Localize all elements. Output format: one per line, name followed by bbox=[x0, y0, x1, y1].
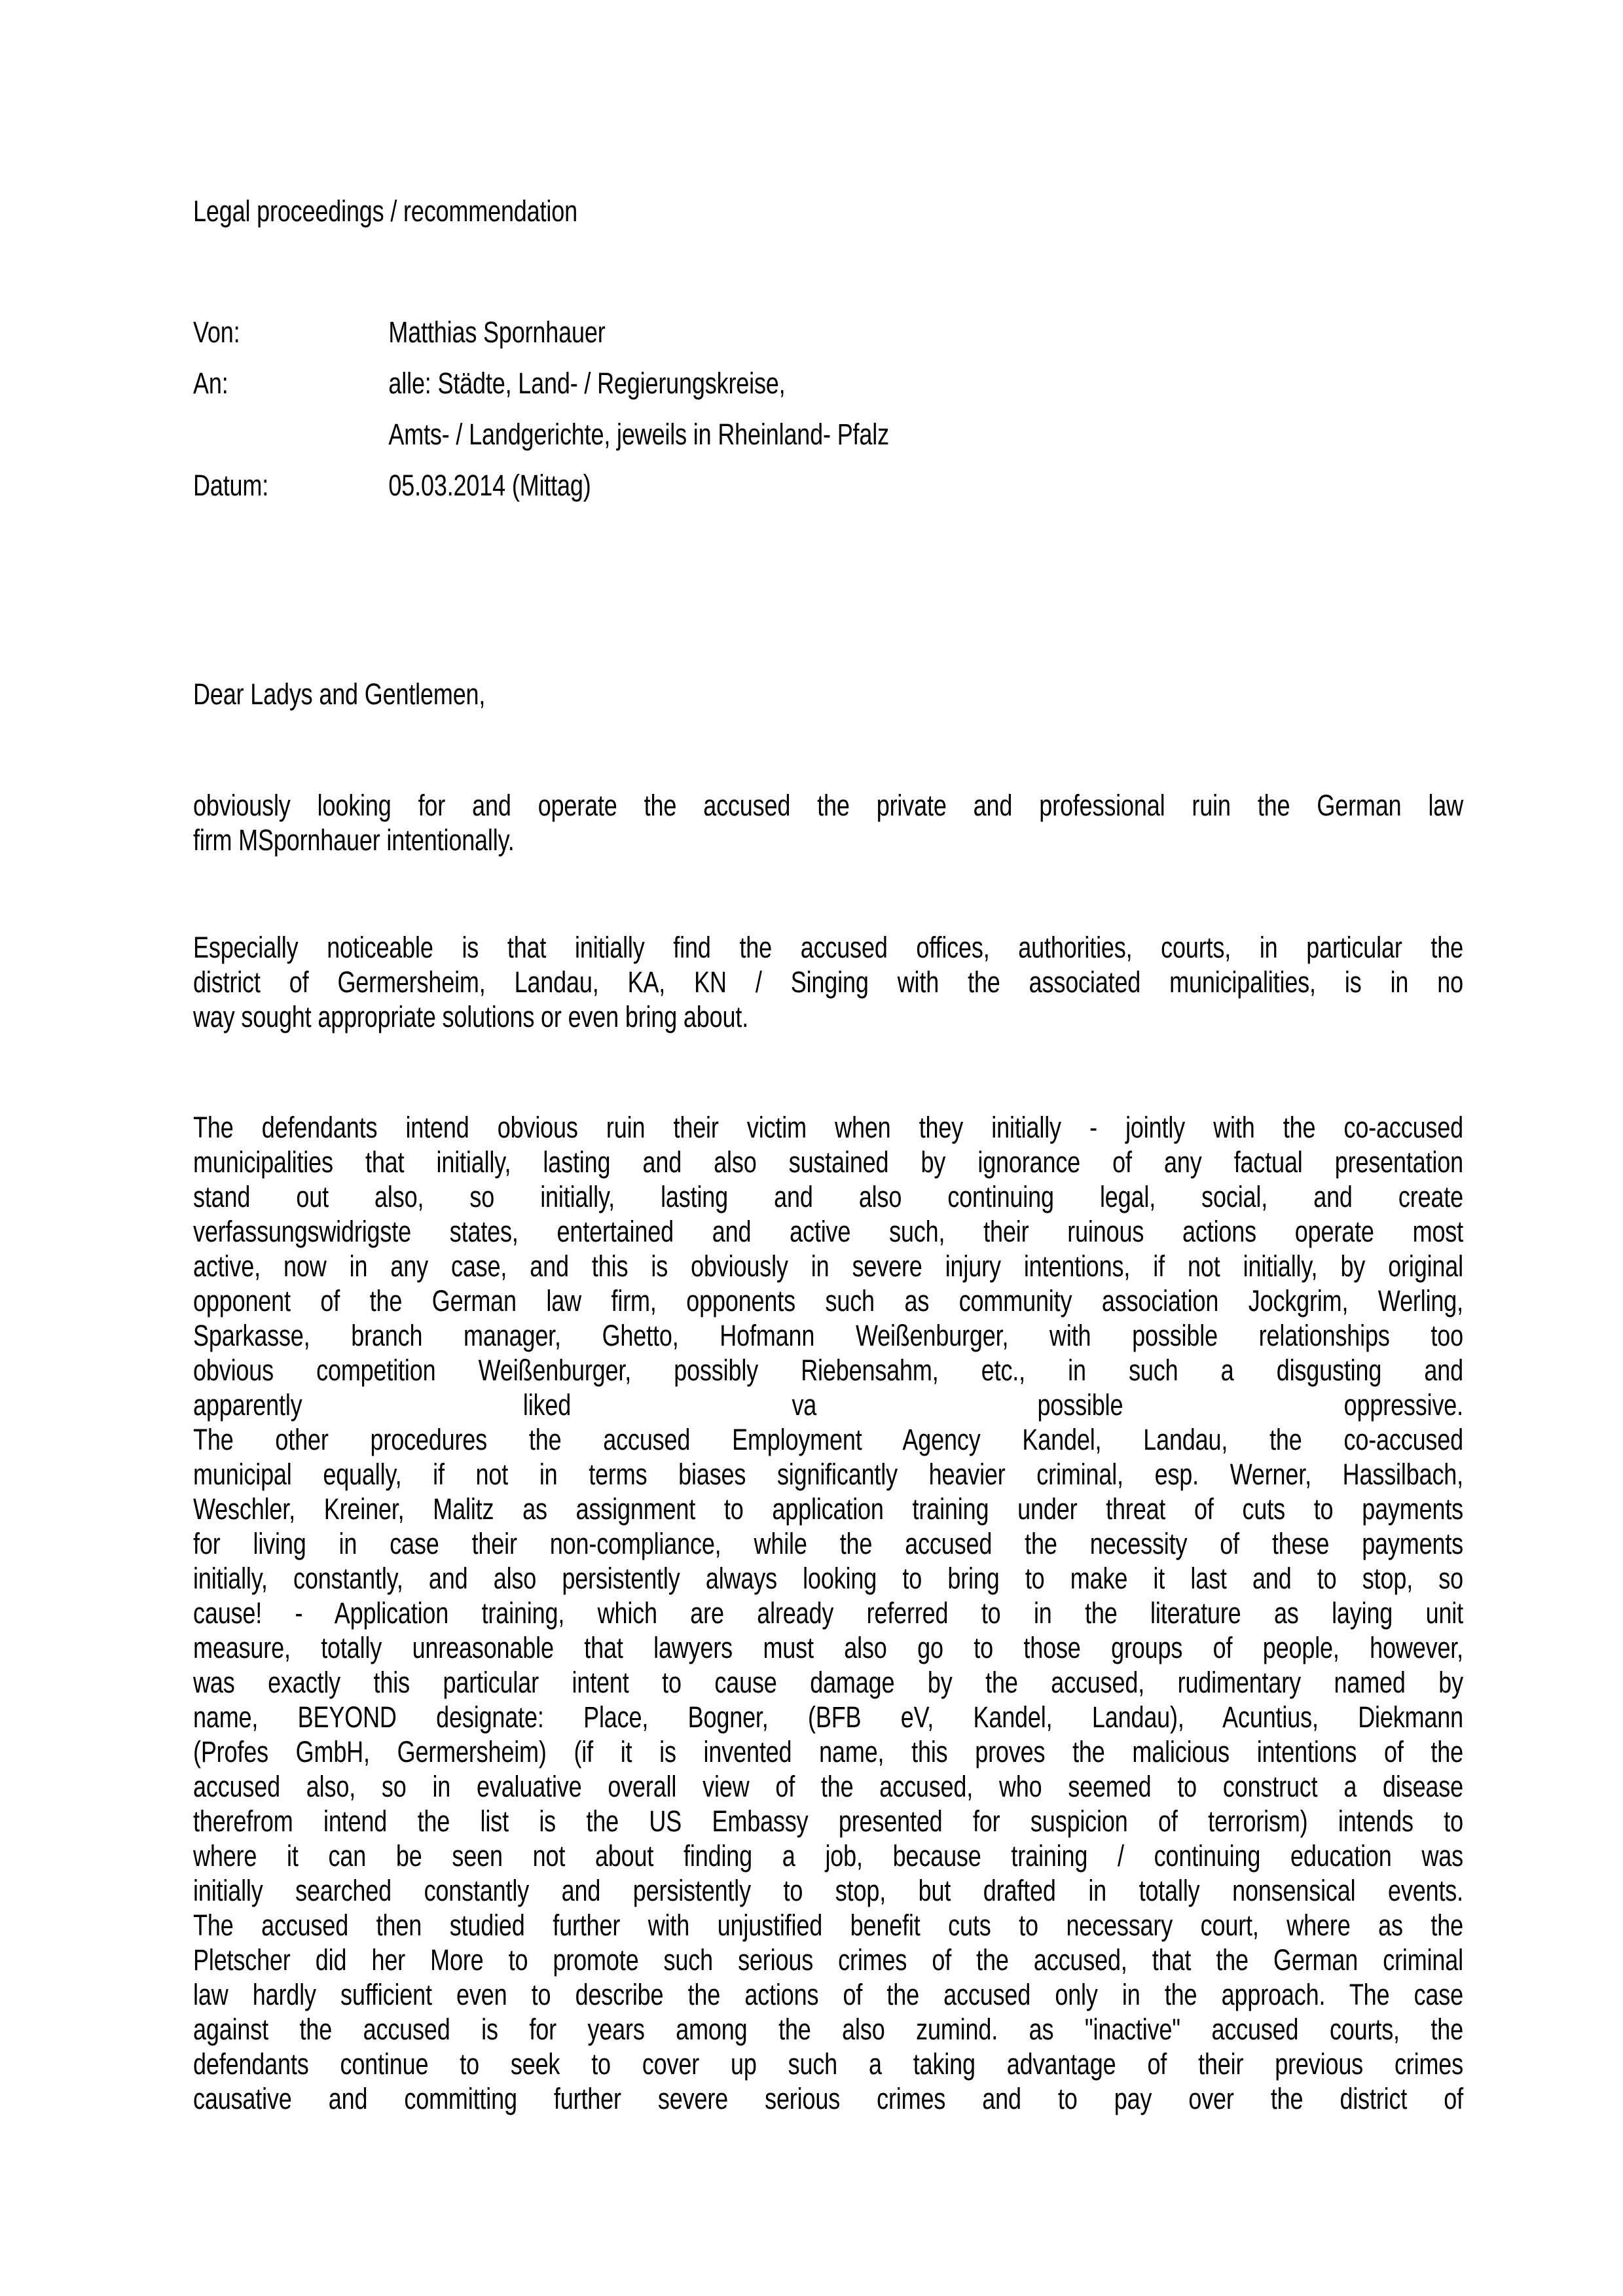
page-title: Legal proceedings / recommendation bbox=[193, 194, 577, 228]
paragraph-line: for living in case their non-compliance, while the accused the necessity of these payments bbox=[193, 1527, 1463, 1560]
paragraph-line: active, now in any case, and this is obviously in severe injury intentions, if not initially, by original bbox=[193, 1249, 1463, 1283]
meta-block bbox=[193, 315, 1463, 503]
paragraph-line: accused also, so in evaluative overall view of the accused, who seemed to construct a disease bbox=[193, 1770, 1463, 1803]
paragraph-line: district of Germersheim, Landau, KA, KN / Singing with the associated municipalities, is in no bbox=[193, 965, 1463, 999]
paragraph-line: obviously looking for and operate the accused the private and professional ruin the German law bbox=[193, 789, 1463, 822]
paragraph-line: The defendants intend obvious ruin their victim when they initially - jointly with the co-accused bbox=[193, 1111, 1463, 1144]
paragraph-line: Especially noticeable is that initially find the accused offices, authorities, courts, in particular the bbox=[193, 931, 1463, 964]
paragraph-line: cause! - Application training, which are already referred to in the literature as laying unit bbox=[193, 1596, 1463, 1630]
paragraph-line: way sought appropriate solutions or even bring about. bbox=[193, 1000, 749, 1033]
meta-label-von: Von: bbox=[193, 315, 240, 349]
meta-value-an-continued: Amts- / Landgerichte, jeweils in Rheinland- Pfalz bbox=[388, 418, 889, 451]
paragraph-line: apparently liked va possible oppressive. bbox=[193, 1388, 1463, 1422]
paragraph-line: was exactly this particular intent to cause damage by the accused, rudimentary named by bbox=[193, 1666, 1463, 1699]
meta-row-von bbox=[193, 315, 1463, 350]
paragraph-line: The accused then studied further with unjustified benefit cuts to necessary court, where as the bbox=[193, 1909, 1463, 1942]
paragraph-line: opponent of the German law firm, opponents such as community association Jockgrim, Werling, bbox=[193, 1284, 1463, 1318]
meta-value-an: alle: Städte, Land- / Regierungskreise, bbox=[388, 367, 786, 400]
paragraph-line: where it can be seen not about finding a job, because training / continuing education was bbox=[193, 1839, 1463, 1873]
paragraph-line: initially searched constantly and persistently to stop, but drafted in totally nonsensical events. bbox=[193, 1874, 1463, 1907]
paragraph-line: defendants continue to seek to cover up such a taking advantage of their previous crimes bbox=[193, 2047, 1463, 2081]
meta-value-datum: 05.03.2014 (Mittag) bbox=[388, 469, 591, 502]
document-content bbox=[193, 194, 1463, 2116]
paragraph-line: municipalities that initially, lasting and also sustained by ignorance of any factual presentation bbox=[193, 1145, 1463, 1179]
paragraph-line: therefrom intend the list is the US Embassy presented for suspicion of terrorism) intends to bbox=[193, 1804, 1463, 1838]
paragraph-line: municipal equally, if not in terms biases significantly heavier criminal, esp. Werner, Hassilbach, bbox=[193, 1458, 1463, 1491]
paragraph bbox=[193, 930, 1463, 1034]
paragraph-line: law hardly sufficient even to describe the actions of the accused only in the approach. The case bbox=[193, 1978, 1463, 2011]
meta-value-von: Matthias Spornhauer bbox=[388, 315, 606, 349]
paragraph-line: Pletscher did her More to promote such serious crimes of the accused, that the German criminal bbox=[193, 1943, 1463, 1977]
meta-label-an: An: bbox=[193, 367, 228, 400]
meta-row-an-continued bbox=[193, 417, 1463, 452]
greeting: Dear Ladys and Gentlemen, bbox=[193, 677, 486, 711]
paragraph-line: stand out also, so initially, lasting and also continuing legal, social, and create bbox=[193, 1180, 1463, 1213]
paragraph-line: (Profes GmbH, Germersheim) (if it is invented name, this proves the malicious intentions of the bbox=[193, 1735, 1463, 1768]
paragraph-line: firm MSpornhauer intentionally. bbox=[193, 823, 515, 857]
paragraph-line: causative and committing further severe serious crimes and to pay over the district of bbox=[193, 2082, 1463, 2115]
meta-row-datum bbox=[193, 468, 1463, 503]
paragraph-line: obvious competition Weißenburger, possibly Riebensahm, etc., in such a disgusting and bbox=[193, 1354, 1463, 1387]
paragraph-line: against the accused is for years among the also zumind. as "inactive" accused courts, the bbox=[193, 2013, 1463, 2046]
paragraph-line: The other procedures the accused Employment Agency Kandel, Landau, the co-accused bbox=[193, 1423, 1463, 1456]
body-paragraphs bbox=[193, 788, 1463, 2116]
paragraph bbox=[193, 788, 1463, 857]
meta-row-an bbox=[193, 366, 1463, 401]
paragraph bbox=[193, 1110, 1463, 2116]
paragraph-line: Weschler, Kreiner, Malitz as assignment to application training under threat of cuts to payments bbox=[193, 1492, 1463, 1526]
paragraph-line: initially, constantly, and also persistently always looking to bring to make it last and to stop, so bbox=[193, 1562, 1463, 1595]
paragraph-line: Sparkasse, branch manager, Ghetto, Hofmann Weißenburger, with possible relationships too bbox=[193, 1319, 1463, 1352]
meta-label-datum: Datum: bbox=[193, 469, 269, 502]
meta-label-empty bbox=[193, 417, 388, 452]
paragraph-line: measure, totally unreasonable that lawyers must also go to those groups of people, however, bbox=[193, 1631, 1463, 1664]
paragraph-line: verfassungswidrigste states, entertained and active such, their ruinous actions operate most bbox=[193, 1215, 1463, 1248]
paragraph-line: name, BEYOND designate: Place, Bogner, (BFB eV, Kandel, Landau), Acuntius, Diekmann bbox=[193, 1700, 1463, 1734]
